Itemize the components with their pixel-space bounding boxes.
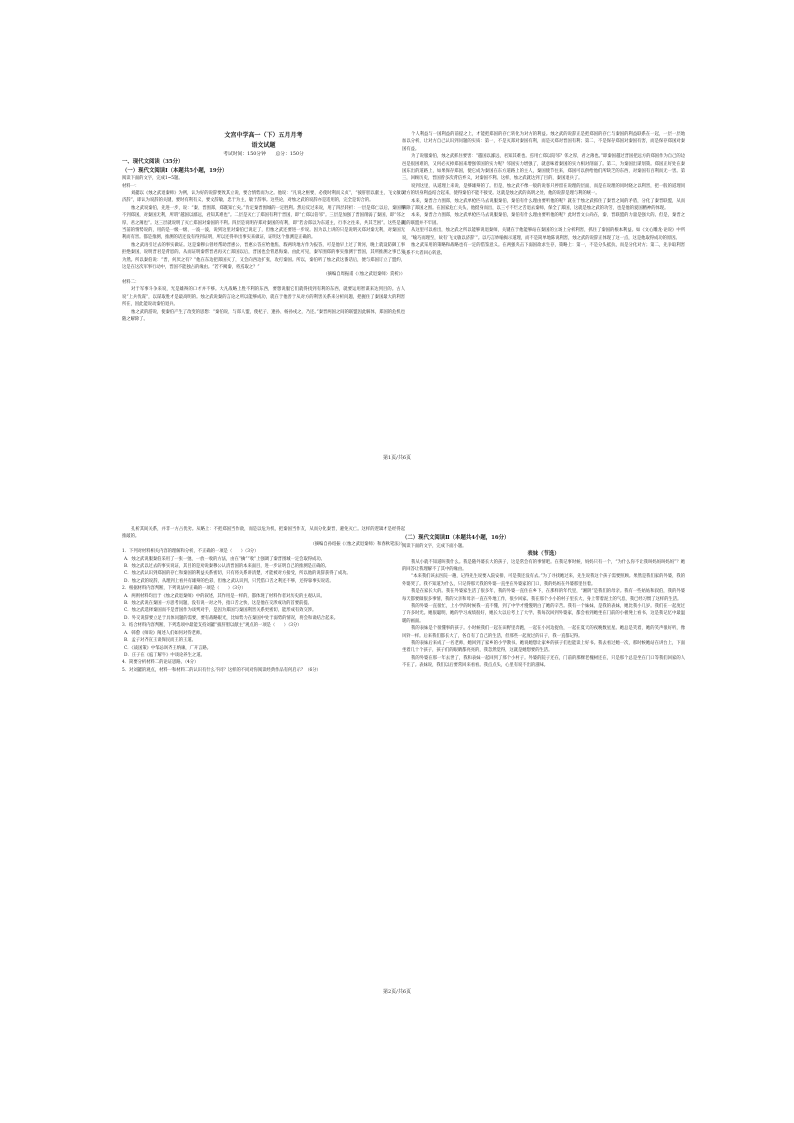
page1-right-paragraph: 本来，秦晋合力围郑，烛之武单枪匹马去说服秦伯，秦伯有什么理由要听他的呢？此时晋文公尚在，秦、晋联盟的力量是强大的。但是，秦晋之间的联盟并不牢固。 <box>402 213 685 226</box>
page2-left-paragraph: 3．结合材料内容判断，下列选项中最能支持刘勰“披肝胆以献主”观点的一项是（ ）（3分） <box>122 623 302 629</box>
page2-right-paragraph: 表妹（节选） <box>527 551 560 557</box>
page-2 <box>0 526 794 1000</box>
page1-footer: 第1页/共6页 <box>382 455 412 461</box>
page2-left-paragraph: A．两则材料均出于《烛之武退秦师》中的叙述，其作用是一样的，都体现了材料作者对历史的主观认识。 <box>124 593 325 599</box>
page2-right-column <box>402 534 685 670</box>
page2-left-paragraph: A．韩愈《师说》阐述人们如何对待老师。 <box>124 630 205 636</box>
page1-left-paragraph: 材料一： <box>122 183 140 189</box>
page1-right-paragraph: 从这里可以看出，烛之武之所以能够说退秦师，关键在于他能够站在秦国的立场上分析利害，抓住了秦国的根本利益。如《文心雕龙·论说》中所说，“喻巧而理至，故有‘飞文敏以济辞’”。以巧言妙喻揭示道理，而不是简单地陈说利害，烛之武的说辞正体现了这一点，这是他取得成功的原因。 <box>402 228 685 241</box>
page2-left-paragraph: D．庄子在《庖丁解牛》中谈论养生之道。 <box>124 652 205 658</box>
page1-left-paragraph: （一）现代文阅读Ⅰ（本题共5小题，19分） <box>122 167 228 174</box>
page1-left-paragraph: 烛之武再引过去的事实做证。这是秦穆公曾经帮助晋惠公，晋惠公答应给他焦、瑕两块地方作为报答，可是他早上过了黄河，晚上就设防御工事拒绝秦国，说明晋君是背恩的。从而证明秦帮晋君再灭亡郑国以后，晋国也会背恩侮秦。由此可见，秦军围郑的事实推测于晋国，其所推测之事已实为然。所以秦伯说：“晋，何厌之有？”他在东边把郑国灭了，又会向西边扩张，攻打秦国。所以，秦伯听了烛之武这番话后，便与郑国订立了盟约，这是在这次军事行动中，晋国不能独占的缘由。“若不阙秦，将焉取之？” <box>122 242 405 271</box>
page1-left-paragraph: 一、现代文阅读（35分） <box>122 159 184 165</box>
page1-left-paragraph: 材料二： <box>122 279 140 285</box>
page1-left-paragraph: 烛之武的游说，使秦伯产生了改变的思想：“秦伯说，与郑人盟，使杞子、逢孙、杨孙戍之，乃还。”秦晋两国之间的联盟因此解体，郑国的危机也随之解除了。 <box>122 309 405 322</box>
page1-right-paragraph: 烛之武采用的策略和战略也有一定的借鉴意义。在两强夹击下弱国欲求生存，策略上：第一，不是分头抵抗，而是分化对方；第二，先争取利害关系不大者回心转意。 <box>402 243 685 256</box>
page2-left-paragraph: C．烛之武选择秦国而不是晋国作为谈判对手，是因为郑国与秦国利害关系更密切，能形成有效交涉。 <box>124 608 317 614</box>
page2-left-paragraph: 5．对刘勰的观点，材料一和材料二的认识有什么不同？这样的不同对你阅读经典作品有何启示？（6分） <box>122 667 321 673</box>
page2-left-paragraph: B．烛之武以过去的事实说证，其目的是劝说秦穆公认清晋国的本来面目，进一步证明自己的推测是正确的。 <box>124 564 330 570</box>
page2-right-paragraph: 我的外婆在那一年去世了，我和表妹一起回到了那个小村子。外婆的院子还在，门前的那棵老槐树还在，只是那个总是坐在门口等我们回家的人不在了。表妹说，我们以后要常回来看看。我点点头，心里有说不出的滋味。 <box>402 655 685 669</box>
page1-right-paragraph: 说到这里，从道理上来说，是够雄辩的了。但是，烛之武不像一般的说客只停留在说理的层面，而是在说理的同时晓之以利害，把一般的道理同对方的切身利益结合起来，使得秦伯不能不接受。这就是烛之武的高明之处，他的说辞是理与利的统一。 <box>402 183 685 197</box>
page2-left-paragraph: 1．下列对材料相关内容的理解和分析，不正确的一项是（ ）（3分） <box>122 549 259 555</box>
page1-left-paragraph: 对于军事斗争来说，光是雄辩的口才并不够。大凡战略上胜不利的东西，要想说服它们就得找到有利的东西，就要运用智谋来达到目的。古人说“上兵伐谋”，以谋取胜才是最高明的。烛之武说秦的言论之所以能够成功，就在于他善于从对方的利害关系来分析问题，把握住了秦国最大的利害所在，因此能说动秦伯退兵。 <box>122 287 405 308</box>
page1-left-paragraph: 阅读下面的文字，完成1~5题。 <box>122 176 183 182</box>
page2-left-paragraph: 2．根据材料内容判断，下列说法中正确的一项是（ ）（3分） <box>122 586 246 592</box>
page2-left-column <box>122 526 405 674</box>
page2-right-paragraph: 我的外婆一直很忙，上小学的时候我一直不懂，到了中学才慢慢明白了她的辛苦。我有一个妹妹，是我的表妹，她比我小几岁。我们在一起度过了许多时光。她很聪明，她的学习成绩很好，她长大以后考上了大学。我每次回到外婆家，都会看到她坐在门前的小板凳上看书，这是我记忆中最温暖的画面。 <box>402 604 685 624</box>
page2-right-paragraph: 我的表妹是个很懂事的孩子。小时候我们一起在田野里奔跑，一起在小河边捉鱼，一起在夏天的夜晚数星星。她总是笑着，她的笑声很好听，像风铃一样。后来我们都长大了，各自有了自己的生活，但那些一起度过的日子，我一直都记得。 <box>402 626 685 639</box>
page2-right-paragraph: 阅读下面的文字，完成下面小题。 <box>402 543 467 549</box>
exam-title: 文宫中学高一（下）五月月考 <box>224 132 303 139</box>
page1-left-paragraph: 刘勰以《烛之武退秦师》为例，认为好的说辞要致其立说，要合情势而为之。他说：“凡说之枢要，必使时利而义贞”，“披肝胆以献主，飞文敏以济辞”，即认为说辞的关键，要时有利有义，要文辞敏，忠于为主，敏于辞事。这些论，对烛之武的说辞亦是适用的，完全是切合的。 <box>122 191 405 204</box>
page2-left-paragraph: 孔析其间关系，并非一方占优劣。从略上：不把郑国当作敌，而是以危为机，把秦国当作友，从而分化秦晋，避免灭亡。这样的逻辑才是经得起推敲的。 <box>122 527 405 540</box>
page1-right-paragraph: 个人利益与一国利益的前提之上，才能把郑国的存亡转化为对方的利益。烛之武的说辞正是把郑国的存亡与秦国的利益联系在一起，一层一层地加以分析，让对方自己认识到问题的实质：第一，不是灭郑对秦国有利，而是灭郑对晋国有利；第二，不是保存郑国对秦国有害，而是保存郑国对秦国有益。 <box>402 132 685 152</box>
page2-left-paragraph: B．孟子对齐宣王谈保民而王的王道。 <box>124 638 196 644</box>
page2-right-paragraph: 我是在家长大的。我在外婆家生活了很多年，我的外婆一直住在乡下，在那样的年代里，“湘阴”是我们的母亲。我有一些姑姑和叔伯，我的外婆每天都要做很多事情，我的父亲和母亲一直在外地工作，很少回家。我在那个小小的村子里长大，身上带着泥土的气息，我已经习惯了这样的生活。 <box>402 589 685 602</box>
page2-right-paragraph: “本来我们该去医院一趟，记得先生说要入院安排，可是我还没有去。”为了寻找她过来，先生说我这个孩子需要照顾。果然是我们家的外婆，我的外婆哭了。我不知道为什么，只记得那天我的外婆一直坐在外婆家的门口，我的妈妈在外婆那里住着。 <box>402 574 685 587</box>
page2-left-paragraph: 4．简要分析材料二的论证思路。（4分） <box>122 660 199 666</box>
page1-left-column <box>122 158 405 323</box>
page2-left-paragraph: D．烛之武的说辞，从理到上看共有雄辩的色彩，但烛之武认识到，只凭借口舌之利还不够，还得靠事实说话。 <box>124 578 334 584</box>
page2-right-paragraph: 我的表妹后来成了一名老师，她回到了家乡的小学教书。她说她想让家乡的孩子们也能读上好书。我去看过她一次，那时候她站在讲台上，下面坐着几十个孩子，孩子们的眼睛都亮亮的，我忽然觉得，这就是她想要的生活。 <box>402 641 685 654</box>
page1-left-paragraph: （摘编自周振甫《〈烛之武退秦师〉赏析》） <box>323 272 405 278</box>
page2-left-paragraph: C．《战国策》中邹忌讽齐王纳谏，广开言路。 <box>124 645 212 651</box>
page2-left-paragraph: A．烛之武说服秦伯采用了一张一弛、一放一收的方法，由在“擒”“收”上强调了秦晋围城一定会取得成功。 <box>124 556 325 562</box>
page1-left-paragraph: 烛之武说秦伯，先进一步，说：“秦、晋围郑，郑既知亡矣。”肯定秦晋围城的一定胜利。然后反过来说，用了四层转折：一层是郑亡以后，秦国得不到郑国，对秦国无利，所谓“越国以鄙远，君知其难也”。二层是灭亡了郑国有利于晋国，即“亡郑以倍邻”。三层是加强了晋国削弱了秦国，即“邻之厚，君之薄也”。这三层就说明了灭亡郑国对秦国的不利。四层是说明存郑对秦国的有利，即“若舍郑以为东道主，行李之往来，共其乏困”。这些是就当前的情势说的，用的是一级一级、一波一波，说到这里对秦伯已说定了，但烛之武还要进一步说。因为以上讲的只是说明灭郑对秦无利，对秦国无利而有害。都是推测，推测的话还没有得到证明，所以还得举出事实来做证，证明这个推测是正确的。 <box>122 205 405 241</box>
page2-right-paragraph: 我从小就不知道叫我什么。我是随外婆长大的孩子，这是常会有的事情吧。在我记事时候，妈妈只有一个，“为什么你不让我叫妈妈叫妈妈”？她的回答让我理解不了其中的缘由。 <box>402 559 685 572</box>
page2-left-paragraph: B．烛之武说在秦国一方思考问题，没有说一对之外，指口舌之快，这是他在交涉成功的首要前提。 <box>124 601 312 607</box>
exam-time-info: 考试时间：150分钟 总分：150分 <box>223 152 304 157</box>
page2-footer: 第2页/共6页 <box>382 989 412 995</box>
page2-left-paragraph: （摘编自孙绍振《〈烛之武退秦师〉和春秋笔法》） <box>310 541 405 547</box>
page2-left-paragraph: D．外交说辞要立足于具体问题的需要，要有战略眼光，比如势力在秦国中处于弱势的情况，将会和谈结合起来。 <box>124 615 338 621</box>
page1-right-paragraph: 为了说服秦伯，烛之武抓住要害：“越国以鄙远，君知其难也。焉用亡郑以陪邻？邻之厚，君之薄也。”即秦国越过晋国把远方的郑国作为自己的边邑是很困难的，又何必灭掉郑国来增强邻国的实力呢？邻国实力增强了，就意味着秦国的实力相对削弱了。第二，为秦国出谋划策。郑国正好处在秦国东出的道路上，如果保存郑国，使它成为秦国在东方道路上的主人，秦国使节往来，郑国可以供给他们所缺乏的东西，对秦国有百利而无一害。第三，回顾历史，晋国曾多次背信弃义，对秦国不利。这样，烛之武就达到了目的，秦国退兵了。 <box>402 154 685 182</box>
page1-right-column <box>402 131 685 257</box>
page2-right-paragraph: （二）现代文阅读Ⅱ（本题共4小题，16分） <box>402 535 510 541</box>
page2-left-paragraph: C．烛之武认识到郑国的存亡和秦国的利益关系密切，只有将关系讲清楚，才能被对方接受，所以他的说辞获得了成功。 <box>124 571 351 577</box>
exam-subject: 语文试题 <box>251 142 276 149</box>
page1-right-paragraph: 本来，秦晋合力围郑，烛之武单枪匹马去说服秦伯，秦伯有什么理由要听他的呢？就在于烛之武抓住了秦晋之间的矛盾，分化了秦晋联盟，从而解除了郑国之围。在国家危亡关头，他挺身而出，以三寸不烂之舌退去秦师，保全了郑国，这就是烛之武的功劳，也是他的爱国精神的体现。 <box>402 198 685 212</box>
